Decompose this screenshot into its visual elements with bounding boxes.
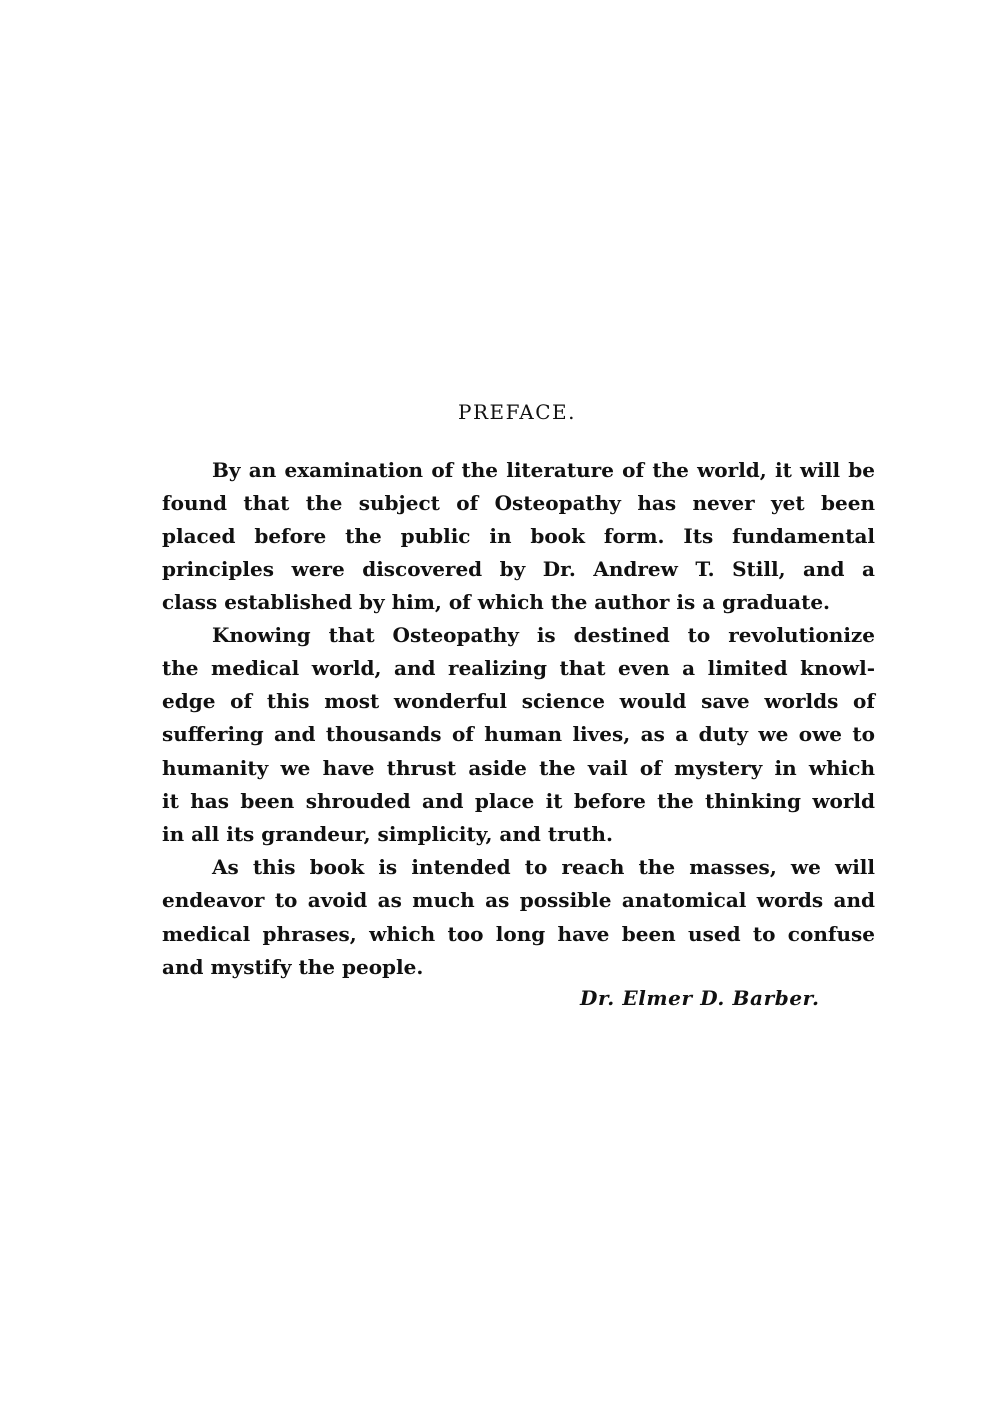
paragraph-2-line-7: in all its grandeur, simplicity, and truth. (162, 822, 613, 846)
paragraph-1-line-1: By an examination of the literature of the world, it will be (212, 458, 875, 482)
paragraph-1-line-4: principles were discovered by Dr. Andrew T. Still, and a (162, 557, 875, 581)
paragraph-2-line-4: suffering and thousands of human lives, as a duty we owe to (162, 722, 875, 746)
paragraph-2-line-5: humanity we have thrust aside the vail of mystery in which (162, 756, 875, 780)
paragraph-3-line-1: As this book is intended to reach the masses, we will (212, 855, 875, 879)
paragraph-2-line-3: edge of this most wonderful science would save worlds of (162, 689, 875, 713)
paragraph-2-line-2: the medical world, and realizing that even a limited knowl- (162, 656, 875, 680)
paragraph-1-line-5: class established by him, of which the author is a graduate. (162, 590, 831, 614)
paragraph-2-line-1: Knowing that Osteopathy is destined to revolutionize (212, 623, 875, 647)
paragraph-1-line-2: found that the subject of Osteopathy has never yet been (162, 491, 875, 515)
paragraph-3-line-2: endeavor to avoid as much as possible anatomical words and (162, 888, 875, 912)
author-signature: Dr. Elmer D. Barber. (580, 986, 820, 1010)
paragraph-3-line-3: medical phrases, which too long have been used to confuse (162, 922, 875, 946)
paragraph-2-line-6: it has been shrouded and place it before the thinking world (162, 789, 875, 813)
paragraph-3-line-4: and mystify the people. (162, 955, 424, 979)
page-title: PREFACE. (458, 400, 576, 424)
paragraph-1-line-3: placed before the public in book form. Its fundamental (162, 524, 875, 548)
